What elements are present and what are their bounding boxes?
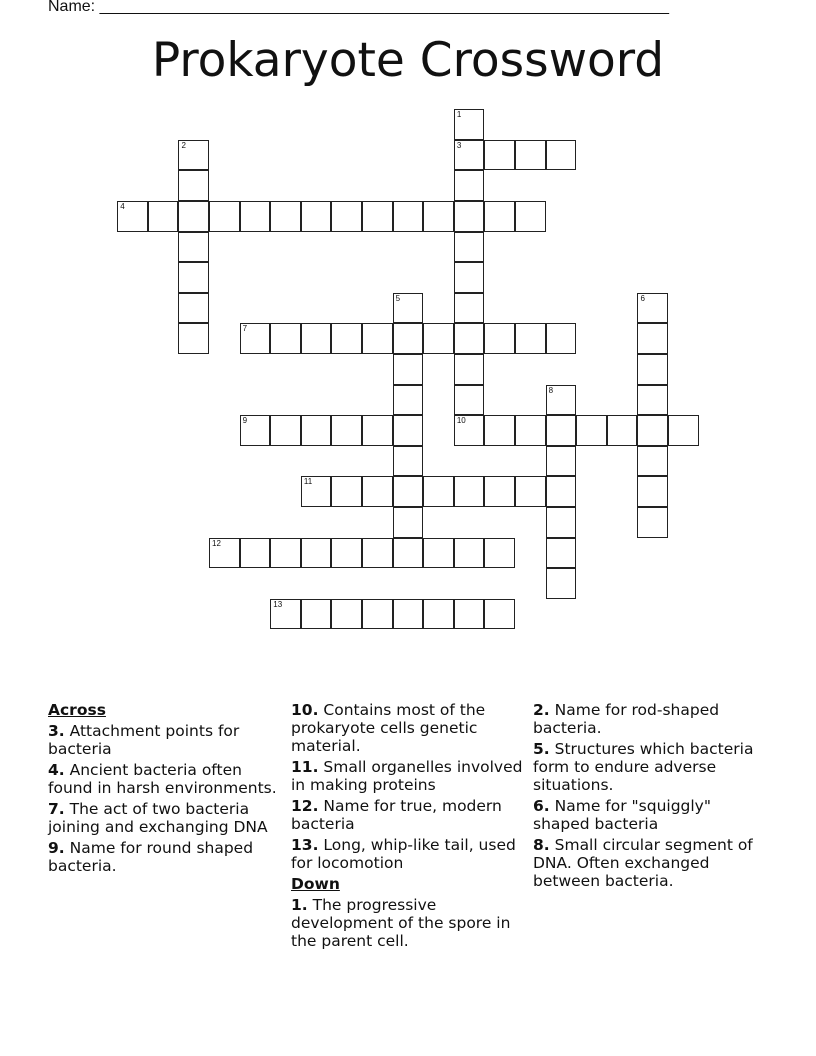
crossword-cell[interactable] (454, 476, 485, 507)
crossword-cell[interactable] (454, 109, 485, 140)
clue-down-6: 6. Name for "squiggly" shaped bacteria (533, 797, 711, 833)
crossword-cell[interactable] (454, 262, 485, 293)
crossword-cell[interactable] (393, 538, 424, 569)
crossword-cell[interactable] (393, 476, 424, 507)
clue-number: 8 (548, 385, 554, 395)
crossword-cell[interactable] (301, 599, 332, 630)
crossword-cell[interactable] (393, 201, 424, 232)
crossword-cell[interactable] (637, 415, 668, 446)
crossword-cell[interactable] (301, 201, 332, 232)
across-heading: Across (48, 701, 106, 719)
crossword-cell[interactable] (331, 201, 362, 232)
crossword-cell[interactable] (423, 201, 454, 232)
crossword-cell[interactable] (178, 201, 209, 232)
crossword-cell[interactable] (331, 476, 362, 507)
crossword-cell[interactable] (331, 538, 362, 569)
crossword-cell[interactable] (362, 476, 393, 507)
crossword-cell[interactable] (301, 415, 332, 446)
crossword-cell[interactable] (637, 385, 668, 416)
down-heading: Down (291, 875, 340, 893)
crossword-cell[interactable] (331, 415, 362, 446)
crossword-cell[interactable] (270, 599, 301, 630)
crossword-cell[interactable] (484, 476, 515, 507)
clue-number: 11 (303, 477, 313, 487)
page-title: Prokaryote Crossword (151, 33, 665, 88)
crossword-cell[interactable] (240, 415, 271, 446)
crossword-cell[interactable] (454, 140, 485, 171)
crossword-cell[interactable] (546, 415, 577, 446)
crossword-cell[interactable] (301, 323, 332, 354)
clue-number: 9 (242, 416, 248, 426)
crossword-cell[interactable] (393, 507, 424, 538)
crossword-cell[interactable] (546, 538, 577, 569)
crossword-cell[interactable] (546, 140, 577, 171)
crossword-cell[interactable] (209, 538, 240, 569)
crossword-cell[interactable] (515, 140, 546, 171)
crossword-cell[interactable] (454, 599, 485, 630)
crossword-cell[interactable] (423, 476, 454, 507)
crossword-cell[interactable] (270, 201, 301, 232)
clue-down-5: 5. Structures which bacteria form to endure adverse situations. (533, 740, 754, 794)
crossword-cell[interactable] (178, 323, 209, 354)
crossword-cell[interactable] (454, 354, 485, 385)
crossword-cell[interactable] (484, 323, 515, 354)
crossword-cell[interactable] (637, 323, 668, 354)
crossword-cell[interactable] (637, 446, 668, 477)
crossword-cell[interactable] (546, 568, 577, 599)
clue-number: 4 (120, 202, 125, 212)
crossword-cell[interactable] (423, 538, 454, 569)
crossword-cell[interactable] (454, 538, 485, 569)
crossword-cell[interactable] (637, 476, 668, 507)
clue-number: 5 (395, 293, 401, 303)
crossword-cell[interactable] (393, 293, 424, 324)
crossword-cell[interactable] (546, 323, 577, 354)
crossword-cell[interactable] (546, 476, 577, 507)
crossword-cell[interactable] (546, 385, 577, 416)
crossword-cell[interactable] (484, 140, 515, 171)
crossword-cell[interactable] (454, 385, 485, 416)
crossword-cell[interactable] (515, 476, 546, 507)
clue-down-2: 2. Name for rod-shaped bacteria. (533, 701, 720, 737)
crossword-cell[interactable] (454, 293, 485, 324)
crossword-cell[interactable] (393, 415, 424, 446)
crossword-cell[interactable] (454, 170, 485, 201)
crossword-cell[interactable] (607, 415, 638, 446)
clue-across-4: 4. Ancient bacteria often found in harsh environments. (48, 761, 277, 797)
crossword-cell[interactable] (270, 415, 301, 446)
crossword-cell[interactable] (362, 599, 393, 630)
clue-down-8: 8. Small circular segment of DNA. Often exchanged between bacteria. (533, 836, 753, 890)
clue-number: 12 (212, 538, 221, 548)
crossword-cell[interactable] (576, 415, 607, 446)
crossword-cell[interactable] (178, 293, 209, 324)
crossword-cell[interactable] (178, 262, 209, 293)
clues-column-2 (291, 701, 527, 953)
crossword-cell[interactable] (546, 446, 577, 477)
clue-across-13: 13. Long, whip-like tail, used for locomotion (291, 836, 516, 872)
crossword-cell[interactable] (637, 354, 668, 385)
clue-across-7: 7. The act of two bacteria joining and exchanging DNA (48, 800, 268, 836)
crossword-cell[interactable] (301, 476, 332, 507)
clue-number: 2 (181, 140, 186, 150)
crossword-cell[interactable] (484, 201, 515, 232)
clue-number: 3 (456, 140, 462, 150)
crossword-cell[interactable] (240, 201, 271, 232)
crossword-cell[interactable] (209, 201, 240, 232)
crossword-cell[interactable] (331, 323, 362, 354)
crossword-cell[interactable] (393, 323, 424, 354)
crossword-cell[interactable] (270, 538, 301, 569)
clue-across-11: 11. Small organelles involved in making proteins (291, 758, 523, 794)
crossword-cell[interactable] (362, 201, 393, 232)
crossword-cell[interactable] (454, 415, 485, 446)
name-field-label: Name: ________________________________________________________________ (48, 0, 670, 15)
crossword-cell[interactable] (393, 354, 424, 385)
clue-across-3: 3. Attachment points for bacteria (48, 722, 240, 758)
crossword-cell[interactable] (270, 323, 301, 354)
crossword-cell[interactable] (393, 599, 424, 630)
crossword-cell[interactable] (362, 323, 393, 354)
crossword-cell[interactable] (515, 201, 546, 232)
clue-down-1: 1. The progressive development of the spore in the parent cell. (291, 896, 511, 950)
clue-number: 7 (242, 324, 248, 334)
crossword-cell[interactable] (484, 538, 515, 569)
crossword-cell[interactable] (515, 323, 546, 354)
crossword-cell[interactable] (454, 323, 485, 354)
clues-column-1 (48, 701, 284, 878)
crossword-cell[interactable] (117, 201, 148, 232)
crossword-cell[interactable] (362, 415, 393, 446)
crossword-cell[interactable] (668, 415, 699, 446)
crossword-cell[interactable] (178, 170, 209, 201)
clue-number: 1 (456, 110, 462, 120)
crossword-cell[interactable] (454, 201, 485, 232)
crossword-cell[interactable] (515, 415, 546, 446)
crossword-cell[interactable] (423, 323, 454, 354)
crossword-cell[interactable] (178, 140, 209, 171)
clue-number: 6 (640, 293, 645, 303)
crossword-cell[interactable] (362, 538, 393, 569)
crossword-cell[interactable] (148, 201, 179, 232)
crossword-cell[interactable] (393, 446, 424, 477)
clue-across-12: 12. Name for true, modern bacteria (291, 797, 502, 833)
crossword-cell[interactable] (301, 538, 332, 569)
clue-across-10: 10. Contains most of the prokaryote cells genetic material. (291, 701, 486, 755)
crossword-cell[interactable] (331, 599, 362, 630)
crossword-cell[interactable] (178, 232, 209, 263)
clue-across-9: 9. Name for round shaped bacteria. (48, 839, 254, 875)
crossword-cell[interactable] (454, 232, 485, 263)
crossword-cell[interactable] (240, 323, 271, 354)
clues-column-3 (533, 701, 769, 893)
crossword-cell[interactable] (423, 599, 454, 630)
crossword-cell[interactable] (546, 507, 577, 538)
crossword-cell[interactable] (393, 385, 424, 416)
crossword-cell[interactable] (484, 415, 515, 446)
crossword-cell[interactable] (637, 507, 668, 538)
crossword-cell[interactable] (637, 293, 668, 324)
crossword-cell[interactable] (484, 599, 515, 630)
crossword-cell[interactable] (240, 538, 271, 569)
clue-number: 10 (456, 416, 466, 426)
clue-number: 13 (273, 599, 283, 609)
